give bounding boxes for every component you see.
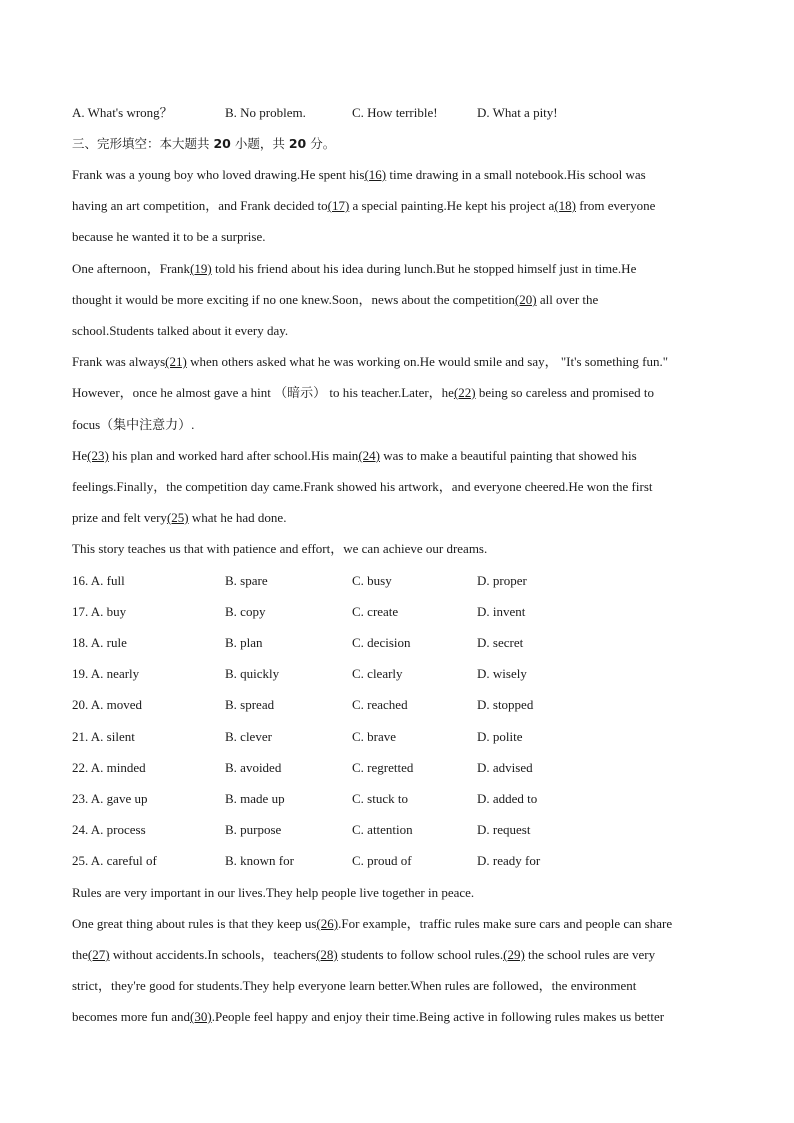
option-c: C. stuck to xyxy=(352,791,408,806)
option-a: 22. A. minded xyxy=(72,760,146,775)
option-d: D. invent xyxy=(477,604,526,619)
option-a: 16. A. full xyxy=(72,573,125,588)
text: all over the xyxy=(536,292,599,307)
text: a special painting.He kept his project a xyxy=(349,198,555,213)
blank-24: (24) xyxy=(358,448,380,463)
option-b: B. avoided xyxy=(225,760,282,775)
option-d: D. polite xyxy=(477,729,523,744)
text: becomes more fun and xyxy=(72,1009,191,1024)
text: when others asked what he was working on.He would smile and say， "It's something fun." xyxy=(186,354,669,369)
text: his plan and worked hard after school.His main xyxy=(108,448,359,463)
option-c: C. How terrible! xyxy=(352,105,438,120)
text: .People feel happy and enjoy their time.Being active in following rules makes us better xyxy=(211,1009,665,1024)
option-d: D. secret xyxy=(477,635,524,650)
option-b: B. spread xyxy=(225,697,275,712)
blank-29: (29) xyxy=(503,947,525,962)
text: prize and felt very xyxy=(72,510,167,525)
option-d: D. ready for xyxy=(477,853,541,868)
passage-line xyxy=(72,260,636,278)
text: the xyxy=(72,947,88,962)
option-c: C. decision xyxy=(352,635,411,650)
option-b: B. plan xyxy=(225,635,263,650)
passage-line xyxy=(72,1008,664,1026)
passage-line xyxy=(72,353,668,371)
text: Frank was a young boy who loved drawing.He spent his xyxy=(72,167,365,182)
passage-line xyxy=(72,197,655,215)
passage-line: because he wanted it to be a surprise. xyxy=(72,229,266,244)
text: without accidents.In schools，teachers xyxy=(109,947,317,962)
option-a: A. What's wrong？ xyxy=(72,105,173,120)
blank-17: (17) xyxy=(327,198,350,213)
passage-line xyxy=(72,509,286,527)
text: time drawing in a small notebook.His school was xyxy=(386,167,646,182)
text: the school rules are very xyxy=(524,947,656,962)
blank-30: (30) xyxy=(190,1009,212,1024)
blank-21: (21) xyxy=(165,354,187,369)
blank-16: (16) xyxy=(364,167,387,182)
blank-19: (19) xyxy=(190,261,212,276)
text: One afternoon，Frank xyxy=(72,261,191,276)
section-heading-text: 分。 xyxy=(306,136,336,151)
blank-26: (26) xyxy=(316,916,339,931)
option-a: 24. A. process xyxy=(72,822,146,837)
blank-23: (23) xyxy=(87,448,109,463)
passage-line xyxy=(72,915,672,933)
option-d: D. request xyxy=(477,822,531,837)
text: .For example，traffic rules make sure cars and people can share xyxy=(338,916,673,931)
option-d: D. wisely xyxy=(477,666,527,681)
total-score: 20 xyxy=(288,136,307,151)
option-d: D. advised xyxy=(477,760,533,775)
passage-line xyxy=(72,447,637,465)
section-heading xyxy=(72,135,335,153)
option-b: B. quickly xyxy=(225,666,280,681)
text: He xyxy=(72,448,88,463)
blank-20: (20) xyxy=(514,292,537,307)
text: was to make a beautiful painting that showed his xyxy=(379,448,637,463)
option-b: B. spare xyxy=(225,573,268,588)
option-a: 20. A. moved xyxy=(72,697,143,712)
option-a: 25. A. careful of xyxy=(72,853,157,868)
text: One great thing about rules is that they keep us xyxy=(72,916,317,931)
option-a: 19. A. nearly xyxy=(72,666,140,681)
section-heading-text: 三、完形填空：本大题共 xyxy=(72,136,214,151)
text: being so careless and promised to xyxy=(475,385,654,400)
text: Frank was always xyxy=(72,354,166,369)
option-d: D. proper xyxy=(477,573,527,588)
question-count: 20 xyxy=(213,136,231,151)
option-b: B. purpose xyxy=(225,822,282,837)
text: from everyone xyxy=(576,198,656,213)
option-a: 21. A. silent xyxy=(72,729,135,744)
blank-28: (28) xyxy=(316,947,338,962)
text: However，once he almost gave a hint （暗示） to his teacher.Later，he xyxy=(72,385,454,400)
option-c: C. create xyxy=(352,604,399,619)
option-c: C. brave xyxy=(352,729,397,744)
text: thought it would be more exciting if no one knew.Soon，news about the competition xyxy=(72,292,515,307)
text: students to follow school rules. xyxy=(337,947,504,962)
option-d: D. stopped xyxy=(477,697,534,712)
option-a: 17. A. buy xyxy=(72,604,127,619)
option-b: B. No problem. xyxy=(225,105,306,120)
blank-18: (18) xyxy=(554,198,576,213)
option-b: B. clever xyxy=(225,729,272,744)
passage-line: strict，they're good for students.They help everyone learn better.When rules are followed，the environment xyxy=(72,978,637,993)
passage-line: school.Students talked about it every day. xyxy=(72,323,289,338)
text: told his friend about his idea during lunch.But he stopped himself just in time.He xyxy=(211,261,637,276)
text: having an art competition，and Frank decided to xyxy=(72,198,328,213)
passage-line: feelings.Finally，the competition day came.Frank showed his artwork，and everyone cheered.He won the first xyxy=(72,479,653,494)
passage-line xyxy=(72,166,646,184)
option-c: C. proud of xyxy=(352,853,412,868)
option-b: B. known for xyxy=(225,853,294,868)
text: what he had done. xyxy=(188,510,287,525)
passage-line: This story teaches us that with patience and effort，we can achieve our dreams. xyxy=(72,541,488,556)
passage-line: focus（集中注意力）. xyxy=(72,417,195,432)
passage-line: Rules are very important in our lives.They help people live together in peace. xyxy=(72,885,475,900)
option-d: D. What a pity! xyxy=(477,105,558,120)
blank-27: (27) xyxy=(87,947,110,962)
section-heading-text: 小题，共 xyxy=(230,136,289,151)
option-a: 18. A. rule xyxy=(72,635,127,650)
option-c: C. regretted xyxy=(352,760,414,775)
option-a: 23. A. gave up xyxy=(72,791,148,806)
option-c: C. busy xyxy=(352,573,392,588)
option-c: C. attention xyxy=(352,822,413,837)
option-b: B. made up xyxy=(225,791,285,806)
blank-22: (22) xyxy=(453,385,476,400)
option-c: C. reached xyxy=(352,697,408,712)
passage-line xyxy=(72,384,654,402)
passage-line xyxy=(72,946,655,964)
option-d: D. added to xyxy=(477,791,538,806)
option-c: C. clearly xyxy=(352,666,403,681)
blank-25: (25) xyxy=(166,510,189,525)
option-b: B. copy xyxy=(225,604,266,619)
passage-line xyxy=(72,291,598,309)
